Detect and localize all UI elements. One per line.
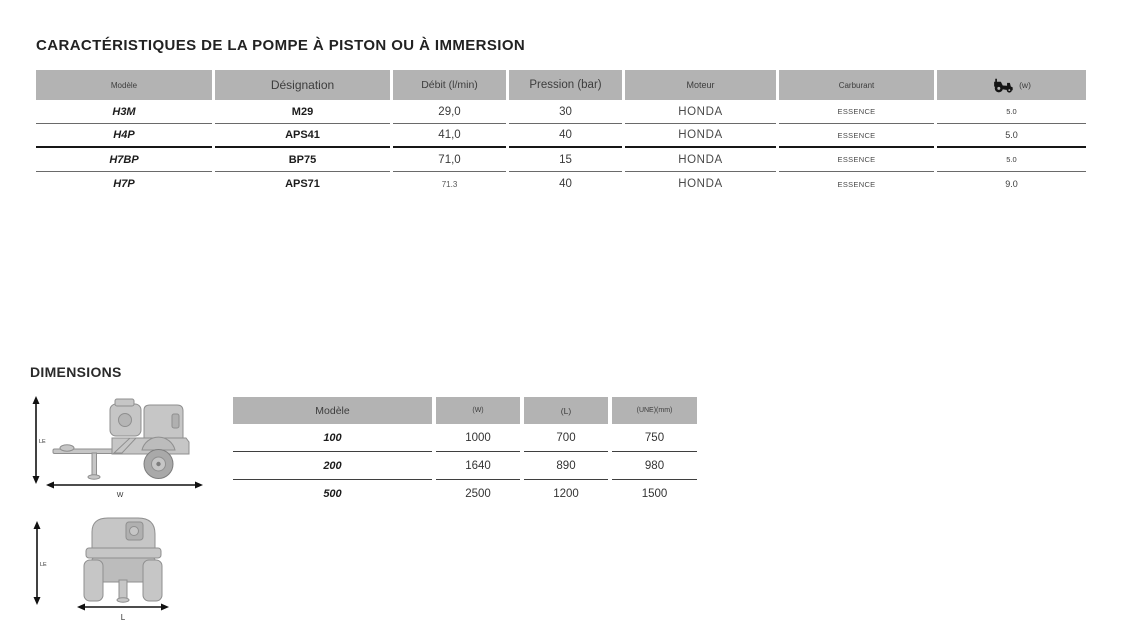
- cell-une: 980: [612, 452, 697, 480]
- dim-header-model: Modèle: [233, 397, 432, 424]
- cell-power: 9.0: [1005, 179, 1018, 189]
- cell-model: H3M: [36, 100, 212, 124]
- cell-length: 1200: [553, 488, 579, 500]
- dim-header-length: (L): [524, 397, 608, 424]
- dimensions-table-header-row: [233, 397, 697, 424]
- spec-table-header-row: [36, 70, 1086, 100]
- cell-power: 5.0: [937, 124, 1086, 148]
- table-row: [36, 100, 1086, 124]
- cell-designation: M29: [215, 100, 390, 124]
- spec-header-fuel: Carburant: [779, 70, 934, 100]
- dim-header-une: (UNE)(mm): [612, 397, 697, 424]
- cell-pressure: 40: [509, 124, 622, 148]
- dimensions-table-body: [233, 424, 697, 508]
- cell-une: 1500: [641, 488, 668, 500]
- cell-width: 1640: [436, 452, 520, 480]
- cell-designation: APS41: [215, 124, 390, 148]
- cell-power: 5.0: [937, 148, 1086, 172]
- table-row: [36, 124, 1086, 148]
- cell-fuel: ESSENCE: [779, 100, 934, 124]
- cell-model: 500: [323, 488, 342, 500]
- dimensions-table: [233, 397, 697, 508]
- cell-flow: 41,0: [393, 124, 506, 148]
- side-height-label: LE: [39, 439, 46, 445]
- cell-engine: HONDA: [625, 100, 776, 124]
- front-width-label: L: [120, 613, 126, 622]
- spec-header-power-unit: (w): [1019, 80, 1031, 90]
- cell-flow: 71,0: [393, 148, 506, 172]
- spec-header-model: Modèle: [36, 70, 212, 100]
- dimensions-section-title: DIMENSIONS: [30, 364, 122, 380]
- cell-length: 700: [524, 424, 608, 452]
- cell-pressure: 15: [509, 148, 622, 172]
- table-row: [36, 148, 1086, 172]
- cell-width: 2500: [465, 488, 491, 500]
- cell-engine: HONDA: [678, 178, 723, 190]
- cell-engine: HONDA: [625, 124, 776, 148]
- cell-pressure: 30: [509, 100, 622, 124]
- cell-designation: APS71: [285, 178, 320, 190]
- spec-header-pressure: Pression (bar): [509, 70, 622, 100]
- cell-model: H7P: [113, 178, 135, 190]
- pump-side-view-drawing: [26, 390, 204, 504]
- table-row: [233, 452, 697, 480]
- spec-header-power: [937, 70, 1086, 100]
- dim-header-width: (W): [436, 397, 520, 424]
- spec-table: [36, 70, 1086, 196]
- side-width-label: W: [116, 492, 124, 499]
- cell-pressure: 40: [559, 178, 572, 190]
- spec-header-engine: Moteur: [625, 70, 776, 100]
- spec-header-flow: Débit (l/min): [393, 70, 506, 100]
- cell-une: 750: [612, 424, 697, 452]
- cell-fuel: ESSENCE: [779, 124, 934, 148]
- table-row: [36, 172, 1086, 196]
- cell-length: 890: [524, 452, 608, 480]
- cell-model: H7BP: [36, 148, 212, 172]
- cell-flow: 29,0: [393, 100, 506, 124]
- cell-width: 1000: [436, 424, 520, 452]
- cell-model: 100: [233, 424, 432, 452]
- pump-front-view-drawing: [26, 508, 176, 626]
- table-row: [233, 424, 697, 452]
- spec-table-body: [36, 100, 1086, 196]
- tractor-icon: [992, 78, 1015, 93]
- cell-model: 200: [233, 452, 432, 480]
- cell-fuel: ESSENCE: [779, 148, 934, 172]
- cell-flow: 71.3: [441, 179, 458, 189]
- spec-header-designation: Désignation: [215, 70, 390, 100]
- cell-designation: BP75: [215, 148, 390, 172]
- front-height-label: LE: [40, 562, 47, 568]
- cell-power: 5.0: [937, 100, 1086, 124]
- table-row: [233, 480, 697, 508]
- spec-section-title: CARACTÉRISTIQUES DE LA POMPE À PISTON OU À IMMERSION: [36, 37, 526, 54]
- cell-engine: HONDA: [625, 148, 776, 172]
- cell-model: H4P: [36, 124, 212, 148]
- cell-fuel: ESSENCE: [837, 179, 876, 189]
